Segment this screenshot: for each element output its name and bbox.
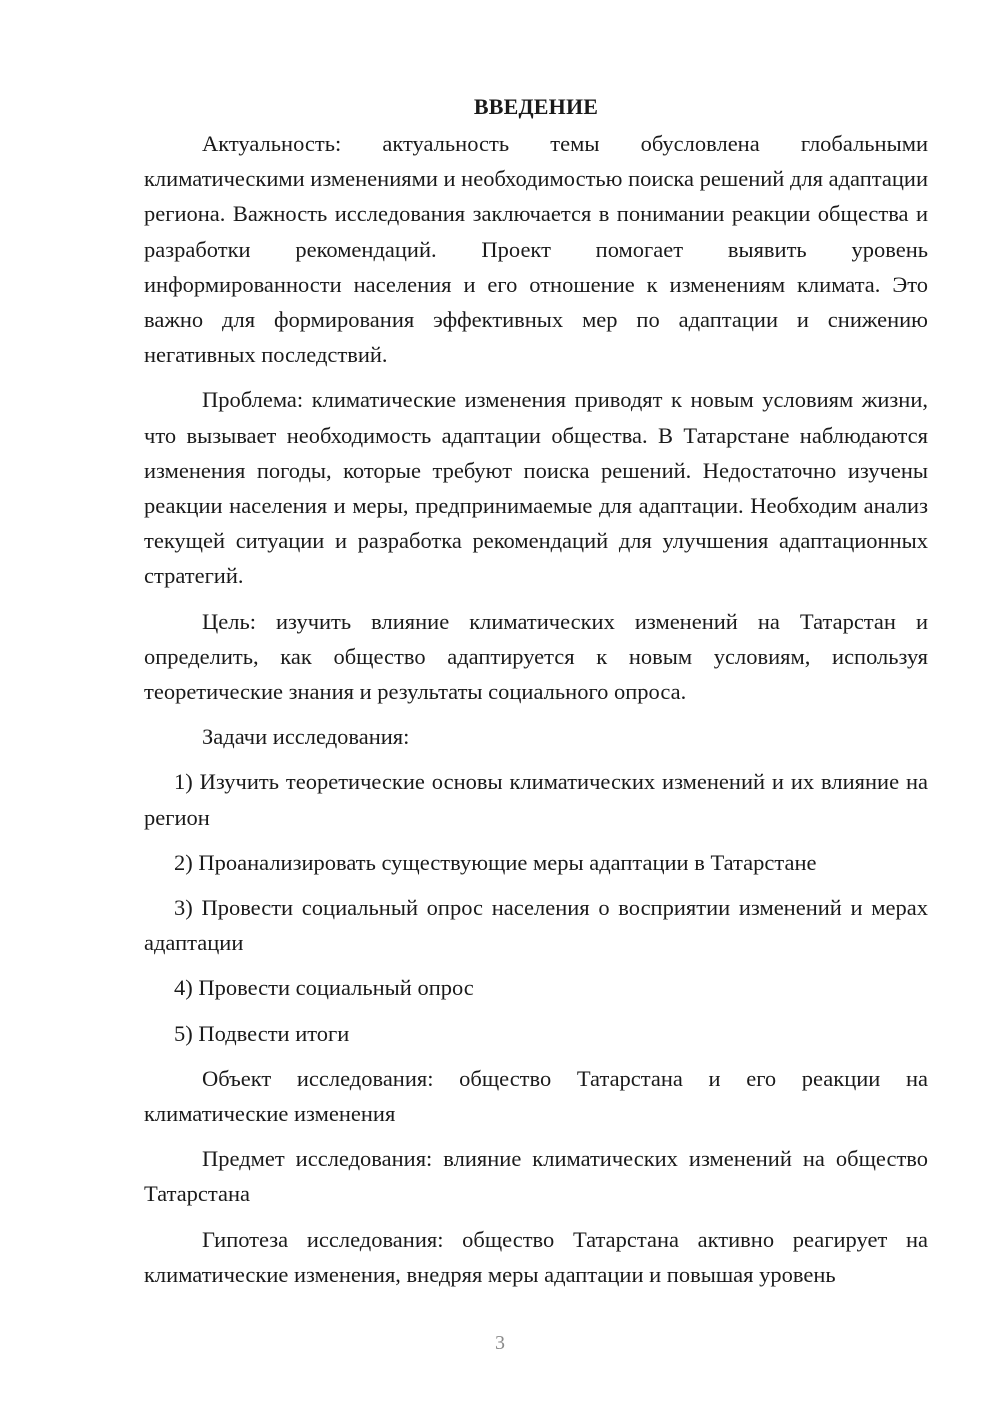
task-item-4: 4) Провести социальный опрос (174, 975, 474, 1001)
relevance-paragraph: Актуальность: актуальность темы обусловлена глобальными климатическими изменениями и необходимостью поиска решений для адаптации региона. Важность исследования заключается в понимании реакции общества и разработки рекомендаций. Проект помогает выявить уровень информированности населения и его отношение к изменениям климата. Это важно для формирования эффективных мер по адаптации и снижению негативных последствий. (144, 131, 928, 368)
page-number: 3 (495, 1332, 505, 1354)
subject-paragraph: Предмет исследования: влияние климатических изменений на общество Татарстана (144, 1146, 928, 1207)
object-paragraph: Объект исследования: общество Татарстана и его реакции на климатические изменения (144, 1065, 928, 1127)
task-item-2: 2) Проанализировать существующие меры адаптации в Татарстане (174, 849, 817, 875)
goal-paragraph: Цель: изучить влияние климатических изменений на Татарстан и определить, как общество адаптируется к новым условиям, используя теоретические знания и результаты социального опроса. (144, 608, 928, 705)
document-page (144, 92, 928, 1302)
task-item-3: 3) Провести социальный опрос населения о восприятии изменений и мерах адаптации (144, 895, 928, 956)
tasks-heading: Задачи исследования: (202, 724, 410, 750)
task-item-1: 1) Изучить теоретические основы климатических изменений и их влияние на регион (144, 769, 928, 830)
document-title: ВВЕДЕНИЕ (473, 94, 599, 119)
hypothesis-paragraph: Гипотеза исследования: общество Татарстана активно реагирует на климатические изменения, внедряя меры адаптации и повышая уровень (144, 1226, 928, 1287)
problem-paragraph: Проблема: климатические изменения приводят к новым условиям жизни, что вызывает необходимость адаптации общества. В Татарстане наблюдаются изменения погоды, которые требуют поиска решений. Недостаточно изучены реакции населения и меры, предпринимаемые для адаптации. Необходим анализ текущей ситуации и разработка рекомендаций для улучшения адаптационных стратегий. (144, 387, 928, 589)
task-item-5: 5) Подвести итоги (174, 1020, 350, 1046)
